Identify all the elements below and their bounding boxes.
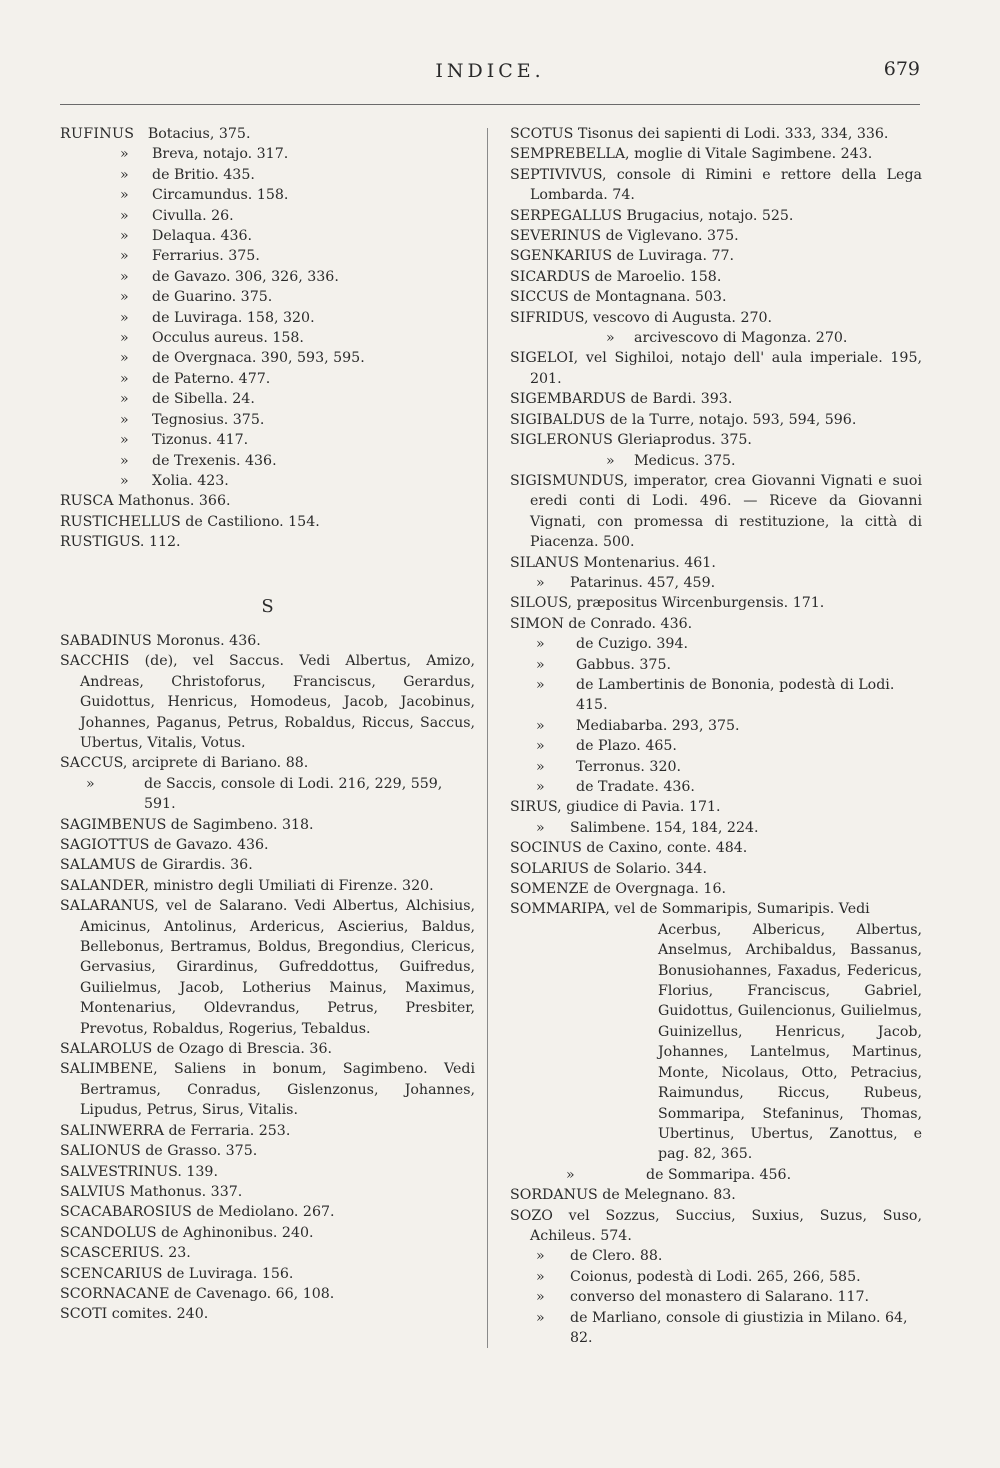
index-entry: SEPTIVIVUS, console di Rimini e rettore della Lega Lombarda. 74. bbox=[510, 166, 922, 204]
index-entry: SALIONUS de Grasso. 375. bbox=[60, 1143, 258, 1160]
sub-entry bbox=[60, 226, 475, 246]
index-entry: SACCHIS (de), vel Saccus. Vedi Albertus, Amizo, Andreas, Christoforus, Franciscus, Gerardus, Guidottus, Henricus, Homodeus, Jacob, Jacobinus, Johannes, Paganus, Petrus, Robaldus, Riccus, Saccus, Ubertus, Vitalis, Votus. bbox=[60, 653, 475, 751]
sub-entry-text: de Trexenis. 436. bbox=[152, 452, 277, 469]
sub-entry-text: Breva, notajo. 317. bbox=[152, 146, 289, 163]
ditto-mark: » bbox=[536, 636, 545, 653]
page-header bbox=[60, 58, 920, 88]
sub-entry bbox=[510, 818, 922, 838]
ditto-mark: » bbox=[120, 187, 129, 204]
index-entry: RUSCA Mathonus. 366. bbox=[60, 493, 231, 510]
sub-entry-text: de Gavazo. 306, 326, 336. bbox=[152, 268, 339, 285]
sub-entry bbox=[60, 206, 475, 226]
sub-entry-text: Patarinus. 457, 459. bbox=[570, 574, 716, 591]
sub-entry bbox=[60, 451, 475, 471]
sub-entry bbox=[60, 185, 475, 205]
sub-entry-text: de Marliano, console di giustizia in Milano. 64, 82. bbox=[570, 1309, 908, 1346]
sub-entry bbox=[510, 716, 922, 736]
right-column bbox=[510, 124, 922, 1348]
sub-entry-text: Ferrarius. 375. bbox=[152, 248, 260, 265]
sub-entry-text: de Cuzigo. 394. bbox=[576, 636, 688, 653]
ditto-mark: » bbox=[120, 411, 129, 428]
index-entry: SICCUS de Montagnana. 503. bbox=[510, 289, 727, 306]
ditto-mark: » bbox=[536, 1309, 545, 1326]
column-divider bbox=[487, 128, 488, 1348]
ditto-mark: » bbox=[120, 472, 129, 489]
index-entry bbox=[60, 124, 475, 144]
sub-entry-text: Xolia. 423. bbox=[152, 472, 229, 489]
index-entry: SOZO vel Sozzus, Succius, Suxius, Suzus, Suso, Achileus. 574. bbox=[510, 1207, 922, 1244]
index-entry: SIFRIDUS, vescovo di Augusta. 270. bbox=[510, 309, 773, 326]
ditto-mark: » bbox=[536, 758, 545, 775]
sub-entry-text: Tizonus. 417. bbox=[152, 432, 249, 449]
index-entry: SALVESTRINUS. 139. bbox=[60, 1163, 218, 1180]
ditto-mark: » bbox=[120, 350, 129, 367]
index-entry: SEVERINUS de Viglevano. 375. bbox=[510, 228, 739, 245]
index-entry-continuation: Acerbus, Albericus, Albertus, Anselmus, Archibaldus, Bassanus, Bonusiohannes, Faxadus, Federicus, Florius, Franciscus, Gabriel, Guidottus, Guilencionus, Guilielmus, Guinizellus, Henricus, Jacob, Johannes, Lantelmus, Martinus, Monte, Nicolaus, Otto, Petracius, Raimundus, Riccus, Rubeus, Sommaripa, Stefaninus, Thomas, Ubertinus, Ubertus, Zanottus, e pag. 82, 365. bbox=[658, 921, 922, 1163]
sub-entry-text: de Saccis, console di Lodi. 216, 229, 559, 591. bbox=[144, 775, 443, 813]
ditto-mark: » bbox=[536, 574, 545, 591]
ditto-mark: » bbox=[120, 432, 129, 449]
index-entry: SALAROLUS de Ozago di Brescia. 36. bbox=[60, 1041, 333, 1058]
rufinus-subentries bbox=[60, 144, 475, 491]
index-entry: SEMPREBELLA, moglie di Vitale Sagimbene. 243. bbox=[510, 146, 873, 163]
sub-entry-text: de Paterno. 477. bbox=[152, 370, 271, 387]
index-entry: SOLARIUS de Solario. 344. bbox=[510, 860, 707, 877]
section-letter: S bbox=[261, 595, 274, 617]
index-entry: SALANDER, ministro degli Umiliati di Firenze. 320. bbox=[60, 877, 434, 894]
sub-entry bbox=[60, 328, 475, 348]
sub-entry-text: Civulla. 26. bbox=[152, 207, 234, 224]
sub-entry-text: Delaqua. 436. bbox=[152, 228, 253, 245]
sub-entry-text: de Lambertinis de Bononia, podestà di Lodi. 415. bbox=[576, 676, 895, 714]
sub-entry-text: de Clero. 88. bbox=[570, 1248, 663, 1265]
left-column bbox=[60, 124, 475, 1325]
index-entry: RUSTICHELLUS de Castiliono. 154. bbox=[60, 513, 320, 530]
index-entry: SICARDUS de Maroelio. 158. bbox=[510, 268, 722, 285]
ditto-mark: » bbox=[120, 330, 129, 347]
index-entry: SGENKARIUS de Luviraga. 77. bbox=[510, 248, 735, 265]
sub-entry bbox=[510, 1165, 922, 1185]
entry-head: RUFINUS bbox=[60, 126, 135, 142]
page-title: INDICE. bbox=[435, 60, 545, 82]
index-entry: SOCINUS de Caxino, conte. 484. bbox=[510, 840, 748, 857]
index-entry: SCOTI comites. 240. bbox=[60, 1306, 209, 1323]
sub-entry bbox=[60, 165, 475, 185]
sub-entry-text: de Sibella. 24. bbox=[152, 391, 255, 408]
ditto-mark: » bbox=[120, 370, 129, 387]
sub-entry bbox=[510, 451, 922, 471]
index-entry: SACCUS, arciprete di Bariano. 88. bbox=[60, 755, 309, 772]
index-entry: SIGELOI, vel Sighiloi, notajo dell' aula imperiale. 195, 201. bbox=[510, 350, 922, 387]
index-entry: RUSTIGUS. 112. bbox=[60, 534, 181, 551]
sub-entry bbox=[60, 774, 475, 815]
index-entry: SCENCARIUS de Luviraga. 156. bbox=[60, 1265, 294, 1282]
index-entry: SIGLERONUS Gleriaprodus. 375. bbox=[510, 432, 752, 449]
ditto-mark: » bbox=[120, 309, 129, 326]
sub-entry bbox=[510, 573, 922, 593]
sub-entry bbox=[60, 287, 475, 307]
header-rule bbox=[60, 104, 920, 105]
sub-entry-text: arcivescovo di Magonza. 270. bbox=[634, 330, 848, 347]
index-entry: SCACABAROSIUS de Mediolano. 267. bbox=[60, 1204, 335, 1221]
index-entry: SERPEGALLUS Brugacius, notajo. 525. bbox=[510, 207, 794, 224]
index-entry: SOMENZE de Overgnaga. 16. bbox=[510, 881, 726, 898]
sub-entry-text: Medicus. 375. bbox=[634, 452, 736, 469]
sub-entry-text: Salimbene. 154, 184, 224. bbox=[570, 819, 759, 836]
index-entry: SAGIMBENUS de Sagimbeno. 318. bbox=[60, 816, 314, 833]
sub-entry bbox=[60, 267, 475, 287]
index-entry: SALAMUS de Girardis. 36. bbox=[60, 857, 253, 874]
index-entry: SOMMARIPA, vel de Sommaripis, Sumaripis. Vedi bbox=[510, 901, 870, 918]
sub-entry bbox=[510, 1267, 922, 1287]
index-entry: SALARANUS, vel de Salarano. Vedi Albertus, Alchisius, Amicinus, Antolinus, Ardericus, Ascierius, Baldus, Bellebonus, Bertramus, Boldus, Bregondius, Clericus, Gervasius, Girardinus, Gufreddottus, Guifredus, Guilielmus, Jacob, Lotherius Mainus, Maximus, Montenarius, Oldevrandus, Petrus, Presbiter, Prevotus, Robaldus, Rogerius, Tebaldus. bbox=[60, 898, 475, 1037]
index-entry: SIMON de Conrado. 436. bbox=[510, 615, 693, 632]
sub-entry bbox=[60, 430, 475, 450]
ditto-mark: » bbox=[536, 1268, 545, 1285]
index-entry: SCANDOLUS de Aghinonibus. 240. bbox=[60, 1224, 314, 1241]
index-entry: SCORNACANE de Cavenago. 66, 108. bbox=[60, 1285, 335, 1302]
sub-entry-text: Gabbus. 375. bbox=[576, 656, 671, 673]
sub-entry-text: de Guarino. 375. bbox=[152, 289, 273, 306]
sub-entry-text: de Britio. 435. bbox=[152, 166, 255, 183]
sub-entry-text: Occulus aureus. 158. bbox=[152, 330, 304, 347]
ditto-mark: » bbox=[120, 207, 129, 224]
ditto-mark: » bbox=[566, 1166, 575, 1183]
ditto-mark: » bbox=[536, 819, 545, 836]
sub-entry-text: de Overgnaca. 390, 593, 595. bbox=[152, 350, 365, 367]
ditto-mark: » bbox=[120, 146, 129, 163]
ditto-mark: » bbox=[606, 452, 615, 469]
ditto-mark: » bbox=[536, 656, 545, 673]
sub-entry bbox=[60, 471, 475, 491]
sub-entry-text: Coionus, podestà di Lodi. 265, 266, 585. bbox=[570, 1268, 861, 1285]
ditto-mark: » bbox=[120, 289, 129, 306]
sub-entry bbox=[510, 757, 922, 777]
sub-entry bbox=[60, 389, 475, 409]
index-entry: SIGEMBARDUS de Bardi. 393. bbox=[510, 391, 733, 408]
ditto-mark: » bbox=[536, 1248, 545, 1265]
sub-entry bbox=[510, 328, 922, 348]
sub-entry bbox=[510, 1287, 922, 1307]
sub-entry-text: converso del monastero di Salarano. 117. bbox=[570, 1289, 870, 1306]
sub-entry bbox=[510, 675, 922, 716]
simon-subentries bbox=[510, 634, 922, 797]
ditto-mark: » bbox=[120, 166, 129, 183]
index-entry: SILANUS Montenarius. 461. bbox=[510, 554, 716, 571]
entry-text: Botacius, 375. bbox=[147, 126, 251, 142]
sub-entry-text: Circamundus. 158. bbox=[152, 187, 289, 204]
sub-entry-text: de Sommaripa. 456. bbox=[646, 1166, 792, 1183]
ditto-mark: » bbox=[536, 717, 545, 734]
sub-entry bbox=[60, 369, 475, 389]
ditto-mark: » bbox=[120, 452, 129, 469]
index-entry: SAGIOTTUS de Gavazo. 436. bbox=[60, 837, 269, 853]
sub-entry bbox=[510, 634, 922, 654]
sozo-subentries bbox=[510, 1246, 922, 1348]
ditto-mark: » bbox=[536, 1289, 545, 1306]
sub-entry-text: de Plazo. 465. bbox=[576, 738, 677, 755]
sub-entry-text: Mediabarba. 293, 375. bbox=[576, 717, 740, 734]
index-entry: SCOTUS Tisonus dei sapienti di Lodi. 333, 334, 336. bbox=[510, 126, 889, 142]
ditto-mark: » bbox=[120, 268, 129, 285]
index-entry: SIRUS, giudice di Pavia. 171. bbox=[510, 799, 721, 816]
sub-entry bbox=[510, 736, 922, 756]
index-entry: SALVIUS Mathonus. 337. bbox=[60, 1183, 243, 1200]
sub-entry bbox=[60, 246, 475, 266]
ditto-mark: » bbox=[86, 775, 95, 792]
index-entry: SABADINUS Moronus. 436. bbox=[60, 632, 261, 649]
ditto-mark: » bbox=[120, 248, 129, 265]
sub-entry bbox=[60, 348, 475, 368]
sub-entry bbox=[510, 655, 922, 675]
sub-entry bbox=[60, 410, 475, 430]
sub-entry-text: Terronus. 320. bbox=[576, 758, 682, 775]
ditto-mark: » bbox=[536, 738, 545, 755]
index-entry: SIGISMUNDUS, imperator, crea Giovanni Vignati e suoi eredi conti di Lodi. 496. — Riceve da Giovanni Vignati, con promessa di restituzione, la città di Piacenza. 500. bbox=[510, 472, 922, 551]
page-number: 679 bbox=[883, 58, 920, 80]
ditto-mark: » bbox=[120, 391, 129, 408]
sub-entry bbox=[510, 777, 922, 797]
sub-entry bbox=[60, 308, 475, 328]
ditto-mark: » bbox=[606, 330, 615, 347]
index-entry: SIGIBALDUS de la Turre, notajo. 593, 594, 596. bbox=[510, 411, 857, 428]
sub-entry bbox=[510, 1308, 922, 1349]
index-entry: SALINWERRA de Ferraria. 253. bbox=[60, 1122, 291, 1139]
ditto-mark: » bbox=[536, 676, 545, 693]
sub-entry bbox=[60, 144, 475, 164]
ditto-mark: » bbox=[536, 779, 545, 795]
index-entry: SILOUS, præpositus Wircenburgensis. 171. bbox=[510, 595, 825, 612]
index-entry: SALIMBENE, Saliens in bonum, Sagimbeno. Vedi Bertramus, Conradus, Gislenzonus, Johannes, Lipudus, Petrus, Sirus, Vitalis. bbox=[60, 1061, 475, 1119]
index-entry: SORDANUS de Melegnano. 83. bbox=[510, 1187, 736, 1204]
ditto-mark: » bbox=[120, 228, 129, 245]
sub-entry-text: de Tradate. 436. bbox=[576, 779, 695, 795]
index-entry: SCASCERIUS. 23. bbox=[60, 1245, 191, 1262]
sub-entry bbox=[510, 1246, 922, 1266]
sub-entry-text: Tegnosius. 375. bbox=[152, 411, 265, 428]
sub-entry-text: de Luviraga. 158, 320. bbox=[152, 309, 315, 326]
